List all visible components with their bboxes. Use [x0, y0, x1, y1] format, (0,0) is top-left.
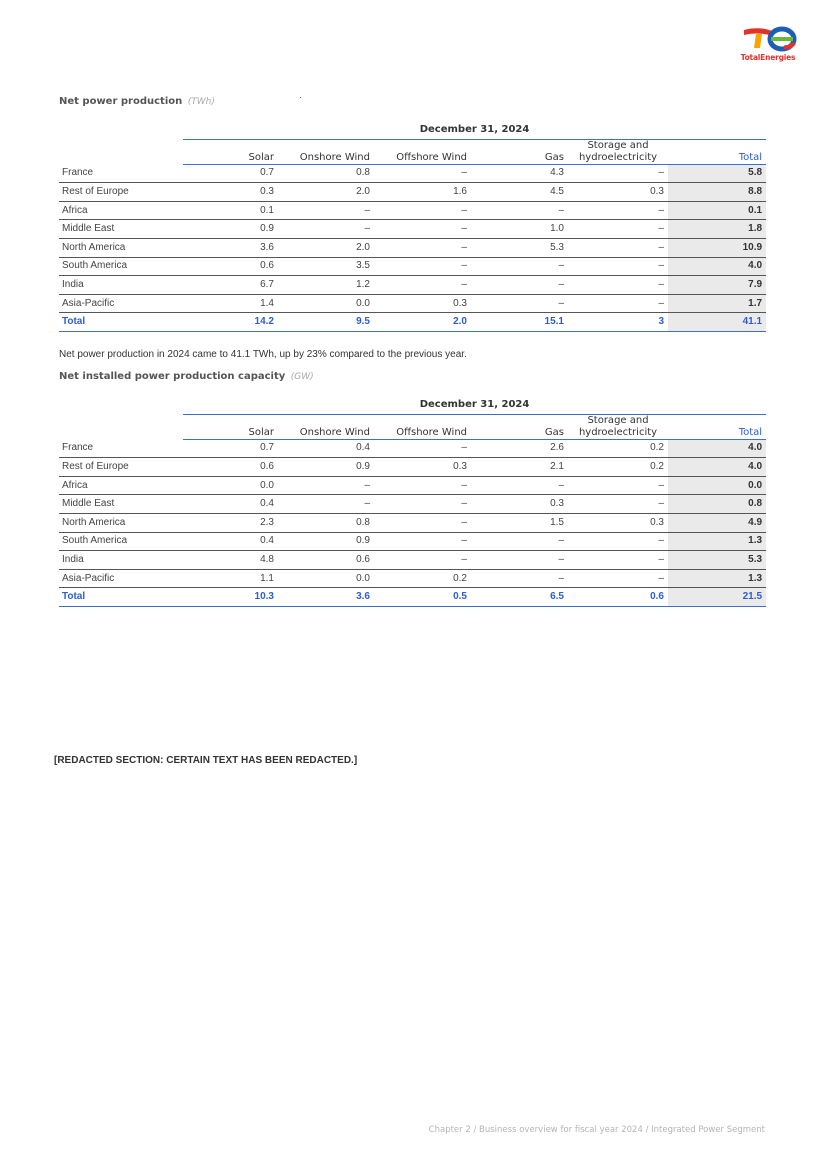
value-cell: –	[374, 439, 471, 458]
region-cell: Rest of Europe	[59, 183, 183, 202]
capacity-table-body	[59, 439, 766, 606]
value-cell: 0.9	[278, 532, 374, 551]
value-cell: 0.7	[183, 439, 278, 458]
row-total-cell: 1.3	[668, 532, 766, 551]
region-cell: Middle East	[59, 495, 183, 514]
value-cell: –	[374, 201, 471, 220]
value-cell: 1.2	[278, 276, 374, 295]
value-cell: –	[568, 551, 668, 570]
column-header-storage-hydro: Storage and hydroelectricity	[568, 139, 668, 164]
production-table-body	[59, 164, 766, 331]
value-cell: –	[568, 201, 668, 220]
column-header-total: Total	[668, 139, 766, 164]
capacity-date-row	[59, 396, 766, 414]
production-unit: (TWh)	[187, 97, 215, 107]
table-row	[59, 532, 766, 551]
table-row	[59, 220, 766, 239]
total-value-cell: 6.5	[471, 588, 568, 607]
value-cell: 1.6	[374, 183, 471, 202]
total-value-cell: 9.5	[278, 313, 374, 332]
column-header-gas: Gas	[471, 139, 568, 164]
value-cell: –	[278, 495, 374, 514]
value-cell: 2.0	[278, 238, 374, 257]
table-row	[59, 201, 766, 220]
header-blank	[59, 414, 183, 439]
value-cell: –	[471, 476, 568, 495]
table-row	[59, 569, 766, 588]
value-cell: 0.9	[183, 220, 278, 239]
value-cell: –	[568, 238, 668, 257]
region-cell: South America	[59, 257, 183, 276]
value-cell: 0.3	[374, 294, 471, 313]
row-total-cell: 0.0	[668, 476, 766, 495]
value-cell: 2.3	[183, 513, 278, 532]
value-cell: 0.4	[278, 439, 374, 458]
value-cell: 1.0	[471, 220, 568, 239]
total-label: Total	[59, 588, 183, 607]
production-column-headers	[59, 139, 766, 164]
total-value-cell: 2.0	[374, 313, 471, 332]
value-cell: –	[374, 257, 471, 276]
value-cell: –	[568, 495, 668, 514]
region-cell: Rest of Europe	[59, 458, 183, 477]
total-value-cell: 15.1	[471, 313, 568, 332]
value-cell: –	[471, 201, 568, 220]
capacity-section-title	[59, 371, 314, 382]
value-cell: 0.6	[278, 551, 374, 570]
total-row	[59, 588, 766, 607]
production-title-text: Net power production	[59, 96, 183, 107]
value-cell: –	[374, 238, 471, 257]
value-cell: –	[471, 294, 568, 313]
value-cell: –	[471, 569, 568, 588]
totalenergies-logo-icon	[738, 24, 798, 52]
total-value-cell: 0.5	[374, 588, 471, 607]
row-total-cell: 4.9	[668, 513, 766, 532]
region-cell: Asia-Pacific	[59, 294, 183, 313]
value-cell: 0.3	[471, 495, 568, 514]
row-total-cell: 5.3	[668, 551, 766, 570]
capacity-date-header: December 31, 2024	[183, 396, 766, 414]
value-cell: 0.7	[183, 164, 278, 183]
value-cell: 4.8	[183, 551, 278, 570]
table-row	[59, 439, 766, 458]
value-cell: 0.8	[278, 164, 374, 183]
value-cell: –	[374, 476, 471, 495]
production-date-row	[59, 121, 766, 139]
total-row	[59, 313, 766, 332]
row-total-cell: 0.8	[668, 495, 766, 514]
table-row	[59, 458, 766, 477]
value-cell: 0.8	[278, 513, 374, 532]
value-cell: –	[568, 276, 668, 295]
header-blank	[59, 121, 183, 139]
row-total-cell: 1.7	[668, 294, 766, 313]
value-cell: –	[471, 551, 568, 570]
column-header-solar: Solar	[183, 414, 278, 439]
logo-text: TotalEnergies	[740, 53, 796, 62]
region-cell: France	[59, 164, 183, 183]
header-blank	[59, 139, 183, 164]
row-total-cell: 5.8	[668, 164, 766, 183]
header-blank	[59, 396, 183, 414]
value-cell: 0.4	[183, 532, 278, 551]
total-label: Total	[59, 313, 183, 332]
capacity-title-text: Net installed power production capacity	[59, 371, 286, 382]
value-cell: –	[374, 220, 471, 239]
value-cell: –	[471, 532, 568, 551]
region-cell: India	[59, 551, 183, 570]
region-cell: Middle East	[59, 220, 183, 239]
total-value-cell: 14.2	[183, 313, 278, 332]
production-note: Net power production in 2024 came to 41.1 TWh, up by 23% compared to the previous year.	[59, 349, 467, 360]
value-cell: 0.0	[278, 294, 374, 313]
value-cell: 0.6	[183, 257, 278, 276]
total-value-cell: 3.6	[278, 588, 374, 607]
region-cell: North America	[59, 238, 183, 257]
value-cell: 0.3	[568, 183, 668, 202]
row-total-cell: 4.0	[668, 458, 766, 477]
capacity-unit: (GW)	[290, 372, 314, 382]
value-cell: 4.3	[471, 164, 568, 183]
row-total-cell: 7.9	[668, 276, 766, 295]
table-row	[59, 164, 766, 183]
value-cell: 0.3	[568, 513, 668, 532]
total-value-cell: 0.6	[568, 588, 668, 607]
table-row	[59, 513, 766, 532]
redacted-notice: [REDACTED SECTION: CERTAIN TEXT HAS BEEN REDACTED.]	[54, 755, 358, 766]
row-total-cell: 10.9	[668, 238, 766, 257]
column-header-gas: Gas	[471, 414, 568, 439]
value-cell: 1.1	[183, 569, 278, 588]
value-cell: 4.5	[471, 183, 568, 202]
row-total-cell: 4.0	[668, 439, 766, 458]
column-header-offshore-wind: Offshore Wind	[374, 414, 471, 439]
value-cell: –	[374, 276, 471, 295]
column-header-total: Total	[668, 414, 766, 439]
company-logo	[736, 24, 800, 68]
table-row	[59, 551, 766, 570]
region-cell: South America	[59, 532, 183, 551]
value-cell: –	[374, 551, 471, 570]
value-cell: 0.0	[183, 476, 278, 495]
value-cell: 2.1	[471, 458, 568, 477]
value-cell: 0.0	[278, 569, 374, 588]
column-header-onshore-wind: Onshore Wind	[278, 414, 374, 439]
grand-total-cell: 41.1	[668, 313, 766, 332]
column-header-solar: Solar	[183, 139, 278, 164]
region-cell: North America	[59, 513, 183, 532]
table-row	[59, 294, 766, 313]
value-cell: –	[278, 201, 374, 220]
value-cell: 0.1	[183, 201, 278, 220]
value-cell: 1.4	[183, 294, 278, 313]
value-cell: –	[374, 532, 471, 551]
total-value-cell: 10.3	[183, 588, 278, 607]
row-total-cell: 4.0	[668, 257, 766, 276]
value-cell: 6.7	[183, 276, 278, 295]
value-cell: 0.2	[568, 458, 668, 477]
table-row	[59, 257, 766, 276]
value-cell: 2.0	[278, 183, 374, 202]
table-row	[59, 183, 766, 202]
value-cell: 1.5	[471, 513, 568, 532]
value-cell: –	[568, 476, 668, 495]
region-cell: Africa	[59, 476, 183, 495]
region-cell: France	[59, 439, 183, 458]
row-total-cell: 1.3	[668, 569, 766, 588]
value-cell: 0.2	[568, 439, 668, 458]
value-cell: 3.5	[278, 257, 374, 276]
production-date-header: December 31, 2024	[183, 121, 766, 139]
table-row	[59, 495, 766, 514]
value-cell: 0.3	[374, 458, 471, 477]
row-total-cell: 8.8	[668, 183, 766, 202]
region-cell: India	[59, 276, 183, 295]
value-cell: –	[568, 569, 668, 588]
value-cell: –	[568, 532, 668, 551]
value-cell: –	[374, 495, 471, 514]
capacity-table	[59, 396, 766, 607]
region-cell: Africa	[59, 201, 183, 220]
table-row	[59, 476, 766, 495]
value-cell: –	[278, 220, 374, 239]
value-cell: –	[568, 220, 668, 239]
value-cell: –	[374, 164, 471, 183]
column-header-onshore-wind: Onshore Wind	[278, 139, 374, 164]
production-section-title	[59, 96, 215, 107]
row-total-cell: 1.8	[668, 220, 766, 239]
value-cell: –	[278, 476, 374, 495]
value-cell: –	[374, 513, 471, 532]
table-row	[59, 276, 766, 295]
column-header-storage-hydro: Storage and hydroelectricity	[568, 414, 668, 439]
value-cell: 5.3	[471, 238, 568, 257]
grand-total-cell: 21.5	[668, 588, 766, 607]
value-cell: 2.6	[471, 439, 568, 458]
production-table	[59, 121, 766, 332]
table-row	[59, 238, 766, 257]
row-total-cell: 0.1	[668, 201, 766, 220]
value-cell: 0.4	[183, 495, 278, 514]
value-cell: 0.3	[183, 183, 278, 202]
value-cell: 0.2	[374, 569, 471, 588]
value-cell: –	[471, 276, 568, 295]
value-cell: –	[568, 164, 668, 183]
value-cell: –	[471, 257, 568, 276]
total-value-cell: 3	[568, 313, 668, 332]
stray-dot	[300, 97, 301, 98]
value-cell: –	[568, 257, 668, 276]
capacity-column-headers	[59, 414, 766, 439]
value-cell: 3.6	[183, 238, 278, 257]
value-cell: 0.9	[278, 458, 374, 477]
value-cell: 0.6	[183, 458, 278, 477]
region-cell: Asia-Pacific	[59, 569, 183, 588]
page-footer: Chapter 2 / Business overview for fiscal year 2024 / Integrated Power Segment	[428, 1125, 765, 1135]
value-cell: –	[568, 294, 668, 313]
column-header-offshore-wind: Offshore Wind	[374, 139, 471, 164]
